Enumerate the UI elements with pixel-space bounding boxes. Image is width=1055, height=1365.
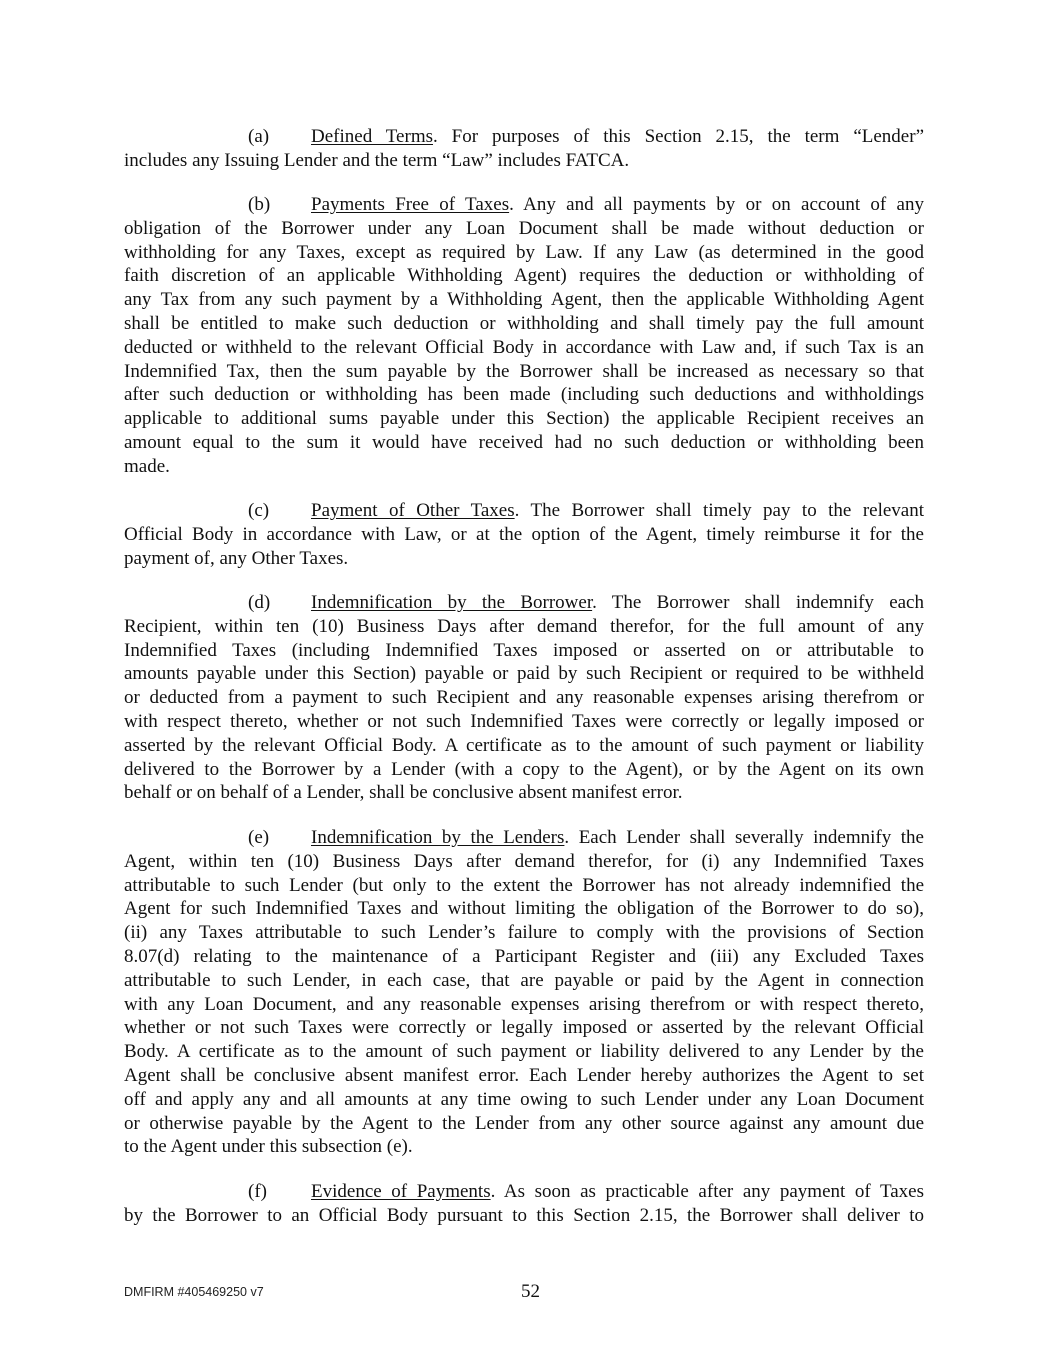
section-paragraph-f xyxy=(124,1180,924,1228)
paragraph-line: 8.07(d) relating to the maintenance of a Participant Register and (iii) any Excluded Taxes xyxy=(124,945,924,967)
paragraph-first-line xyxy=(124,1180,924,1204)
paragraph-line: Agent for such Indemnified Taxes and without limiting the obligation of the Borrower to do so), xyxy=(124,898,924,920)
paragraph-text: . Each Lender shall severally indemnify the xyxy=(564,827,924,848)
paragraph-heading: Defined Terms xyxy=(311,126,433,147)
paragraph-text: . Any and all payments by or on account of any xyxy=(509,194,924,215)
paragraph-line: Agent shall be conclusive absent manifest error. Each Lender hereby authorizes the Agent to set xyxy=(124,1064,924,1086)
paragraph-line: includes any Issuing Lender and the term “Law” includes FATCA. xyxy=(124,149,630,171)
paragraph-line: Official Body in accordance with Law, or at the option of the Agent, timely reimburse it for the xyxy=(124,523,924,545)
section-paragraph-e xyxy=(124,826,924,1159)
paragraph-line: attributable to such Lender (but only to the extent the Borrower has not already indemnified the xyxy=(124,874,924,896)
paragraph-line: Indemnified Taxes (including Indemnified Taxes imposed or asserted on or attributable to xyxy=(124,639,924,661)
paragraph-line: with any Loan Document, and any reasonable expenses arising therefrom or with respect thereto, xyxy=(124,993,924,1015)
paragraph-line: withholding for any Taxes, except as required by Law. If any Law (as determined in the good xyxy=(124,241,924,263)
paragraph-line: deducted or withheld to the relevant Official Body in accordance with Law and, if such Tax is an xyxy=(124,336,924,358)
paragraph-line: after such deduction or withholding has been made (including such deductions and withholdings xyxy=(124,384,924,406)
paragraph-heading: Payments Free of Taxes xyxy=(311,194,510,215)
paragraph-text: . For purposes of this Section 2.15, the term “Lender” xyxy=(433,126,924,147)
page-number: 52 xyxy=(521,1281,540,1302)
paragraph-line: payment of, any Other Taxes. xyxy=(124,547,349,569)
paragraph-first-line xyxy=(124,193,924,217)
section-paragraph-a xyxy=(124,125,924,173)
paragraph-line: shall be entitled to make such deduction or withholding and shall timely pay the full amount xyxy=(124,312,924,334)
paragraph-line: applicable to additional sums payable under this Section) the applicable Recipient receives an xyxy=(124,408,924,430)
paragraph-line: to the Agent under this subsection (e). xyxy=(124,1136,413,1158)
paragraph-line: obligation of the Borrower under any Loan Document shall be made without deduction or xyxy=(124,217,924,239)
paragraph-first-line xyxy=(124,591,924,615)
paragraph-line: whether or not such Taxes were correctly or legally imposed or asserted by the relevant Official xyxy=(124,1017,924,1039)
paragraph-line: behalf or on behalf of a Lender, shall be conclusive absent manifest error. xyxy=(124,782,683,804)
paragraph-heading: Evidence of Payments xyxy=(311,1181,491,1202)
paragraph-first-line xyxy=(124,499,924,523)
section-paragraph-d xyxy=(124,591,924,805)
paragraph-line: by the Borrower to an Official Body pursuant to this Section 2.15, the Borrower shall deliver to xyxy=(124,1204,924,1226)
paragraph-label: (a) xyxy=(248,126,270,147)
paragraph-line: delivered to the Borrower by a Lender (with a copy to the Agent), or by the Agent on its own xyxy=(124,758,924,780)
paragraph-line: asserted by the relevant Official Body. A certificate as to the amount of such payment or liability xyxy=(124,734,924,756)
paragraph-first-line xyxy=(124,125,924,149)
paragraph-line: any Tax from any such payment by a Withholding Agent, then the applicable Withholding Agent xyxy=(124,289,924,311)
paragraph-label: (f) xyxy=(248,1181,267,1202)
paragraph-line: Body. A certificate as to the amount of such payment or liability delivered to any Lender by the xyxy=(124,1041,924,1063)
paragraph-line: attributable to such Lender, in each case, that are payable or paid by the Agent in connection xyxy=(124,969,924,991)
paragraph-label: (b) xyxy=(248,194,271,215)
paragraph-first-line xyxy=(124,826,924,850)
paragraph-line: (ii) any Taxes attributable to such Lender’s failure to comply with the provisions of Section xyxy=(124,922,924,944)
paragraph-text: . The Borrower shall indemnify each xyxy=(592,592,924,613)
document-id: DMFIRM #405469250 v7 xyxy=(124,1285,264,1299)
paragraph-text: . The Borrower shall timely pay to the relevant xyxy=(514,500,924,521)
paragraph-line: Indemnified Tax, then the sum payable by the Borrower shall be increased as necessary so that xyxy=(124,360,924,382)
paragraph-heading: Indemnification by the Lenders xyxy=(311,827,565,848)
paragraph-line: or deducted from a payment to such Recipient and any reasonable expenses arising therefrom or xyxy=(124,687,924,709)
paragraph-label: (e) xyxy=(248,827,270,848)
paragraph-label: (d) xyxy=(248,592,271,613)
paragraph-line: Agent, within ten (10) Business Days after demand therefor, for (i) any Indemnified Taxes xyxy=(124,850,924,872)
paragraph-heading: Indemnification by the Borrower xyxy=(311,592,593,613)
paragraph-label: (c) xyxy=(248,500,270,521)
paragraph-line: off and apply any and all amounts at any time owing to such Lender under any Loan Document xyxy=(124,1088,924,1110)
paragraph-line: or otherwise payable by the Agent to the Lender from any other source against any amount due xyxy=(124,1112,924,1134)
paragraph-text: . As soon as practicable after any payment of Taxes xyxy=(490,1181,924,1202)
paragraph-line: faith discretion of an applicable Withholding Agent) requires the deduction or withholding of xyxy=(124,265,924,287)
paragraph-heading: Payment of Other Taxes xyxy=(311,500,515,521)
section-paragraph-b xyxy=(124,193,924,479)
paragraph-line: amount equal to the sum it would have received had no such deduction or withholding been xyxy=(124,431,924,453)
paragraph-line: amounts payable under this Section) payable or paid by such Recipient or required to be withheld xyxy=(124,663,924,685)
paragraph-line: made. xyxy=(124,455,170,477)
paragraph-line: with respect thereto, whether or not such Indemnified Taxes were correctly or legally imposed or xyxy=(124,710,924,732)
paragraph-line: Recipient, within ten (10) Business Days after demand therefor, for the full amount of any xyxy=(124,615,924,637)
section-paragraph-c xyxy=(124,499,924,570)
